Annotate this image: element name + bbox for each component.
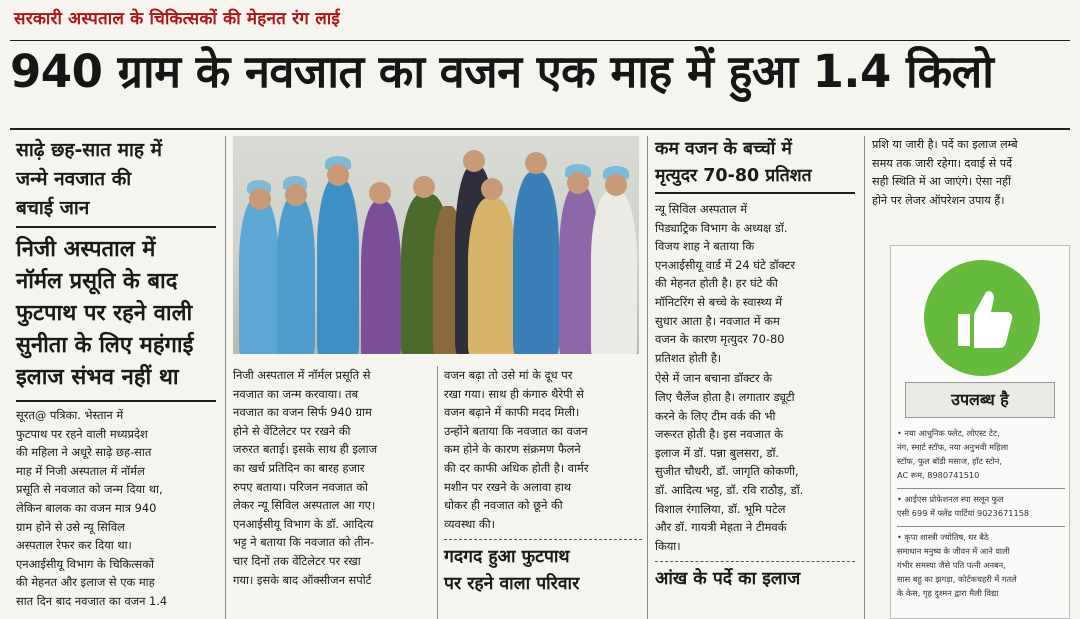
body-line: ऐसे में जान बचाना डॉक्टर के xyxy=(655,371,772,386)
body-line: एनआईसीयू विभाग के चिकित्सकों xyxy=(16,556,154,571)
ad-line: • कृपा शास्त्री ज्योतिष, घर बैठे xyxy=(897,532,989,542)
body-line: ग्राम होने से उसे न्यू सिविल xyxy=(16,519,125,534)
body-line: निजी अस्पताल में नॉर्मल प्रसूति से xyxy=(233,368,371,382)
photo-figure xyxy=(591,191,637,354)
photo-head xyxy=(369,182,391,204)
photo-figure xyxy=(361,201,401,354)
body-line: करने के लिए टीम वर्क की भी xyxy=(655,408,776,423)
body-line: रखा गया। साथ ही कंगारु थैरेपी से xyxy=(444,386,584,401)
dashed-rule xyxy=(655,561,855,562)
subheadline-family xyxy=(444,544,642,598)
body-line: पिड्याट्रिक विभाग के अध्यक्ष डॉ. xyxy=(655,220,788,235)
photo-head xyxy=(413,176,435,198)
body-line: विजय शाह ने बताया कि xyxy=(655,239,755,254)
body-line: धोकर ही नवजात को छूने की xyxy=(444,498,563,513)
body-line: और डॉ. गायत्री मेहता ने टीमवर्क xyxy=(655,520,787,535)
ad-line: गंभीर समस्या जैसे पति पत्नी अनबन, xyxy=(897,560,1006,570)
body-line: प्रतिशत होती है। xyxy=(655,350,722,365)
subheadline-2-line: फुटपाथ पर रहने वाली xyxy=(16,301,193,326)
body-line: एनआईसीयू विभाग के डॉ. आदित्य xyxy=(233,516,374,531)
body-line: कम होने के कारण संक्रमण फैलने xyxy=(444,442,581,457)
body-line: डॉ. आदित्य भट्ट, डॉ. रवि राठौड़, डॉ. xyxy=(655,482,804,497)
body-line: वजन के कारण मृत्युदर 70-80 xyxy=(655,332,785,347)
body-line: चार दिनों तक वेंटिलेटर पर रखा xyxy=(233,553,361,568)
ad-line: स्टॉफ, फुल बॉडी मसाज, हॉट स्टोन, xyxy=(897,456,1002,466)
photo-head xyxy=(463,150,485,172)
column-divider xyxy=(864,136,865,619)
ad-listing xyxy=(897,488,1065,520)
body-line: किया। xyxy=(655,538,681,553)
subheadline-line: पर रहने वाला परिवार xyxy=(444,574,580,595)
body-line: सुजीत चौधरी, डॉ. जागृति कोकणी, xyxy=(655,464,799,479)
body-line: की मेहनत होती है। हर घंटे की xyxy=(655,276,778,291)
column-1-rule xyxy=(16,400,216,402)
column-4-body-1 xyxy=(655,200,855,367)
column-2-body xyxy=(233,366,433,589)
column-4 xyxy=(655,136,855,593)
photo-figure xyxy=(513,172,559,354)
photo-head xyxy=(285,184,307,206)
body-line: रुपए बताया। परिजन नवजात को xyxy=(233,479,368,494)
ad-line: के केस, गृह दुश्मन द्वारा मैली विद्या xyxy=(897,588,999,598)
body-line: सही स्थिति में आ जाएंगे। ऐसा नहीं xyxy=(872,175,1011,189)
column-4-body-2 xyxy=(655,369,855,555)
body-line: की महिला ने अधूरे साढ़े छह-सात xyxy=(16,445,152,460)
photo-head xyxy=(327,164,349,186)
body-line: होने से वेंटिलेटर पर रखने की xyxy=(233,423,351,438)
subheadline-1-line: बचाई जान xyxy=(16,197,90,219)
body-line: न्यू सिविल अस्पताल में xyxy=(655,202,748,216)
body-line: विशाल रंगालिया, डॉ. भूमि पटेल xyxy=(655,501,786,516)
top-rule xyxy=(10,40,1070,41)
body-line: होने पर लेजर ऑपरेशन उपाय हैं। xyxy=(872,193,1005,207)
body-line: नवजात का वजन सिर्फ 940 ग्राम xyxy=(233,405,372,420)
body-line: वजन बढ़ा तो उसे मां के दूध पर xyxy=(444,368,573,382)
column-1-body xyxy=(16,406,216,611)
subheadline-2 xyxy=(16,234,216,394)
column-4-rule xyxy=(655,192,855,194)
ad-line: AC रूम, 8980741510 xyxy=(897,470,980,480)
column-3 xyxy=(444,366,642,598)
subheadline-line: गदगद हुआ फुटपाथ xyxy=(444,547,570,568)
column-1-rule xyxy=(16,226,216,228)
ad-banner: उपलब्ध है xyxy=(905,382,1055,418)
ad-line: एसी 699 में फ्लेंड पार्टियां 9023671158 xyxy=(897,508,1030,518)
column-3-body xyxy=(444,366,642,533)
photo-head xyxy=(567,172,589,194)
body-line: समय तक जारी रहेगा। दवाई से पर्दे xyxy=(872,156,1013,170)
column-5-body xyxy=(872,136,1068,210)
ad-listing xyxy=(897,426,1065,482)
photo-head xyxy=(481,178,503,200)
body-line: मशीन पर रखने के अलावा हाथ xyxy=(444,479,572,494)
body-line: मॉनिटरिंग से बच्चे के स्वास्थ्य में xyxy=(655,294,783,309)
subheadline-line: कम वजन के बच्चों में xyxy=(655,139,792,159)
kicker-line: सरकारी अस्पताल के चिकित्सकों की मेहनत रंग लाई xyxy=(14,9,340,29)
ad-line: नंग, स्मार्ट स्टॉफ, नया अनुभवी महिला xyxy=(897,442,1009,452)
body-line: इलाज में डॉ. पन्ना बुलसरा, डॉ. xyxy=(655,445,780,460)
ad-line: • आईएस प्रोफेशनल स्पा सलून फुल xyxy=(897,494,1004,504)
body-line: लिए चैलेंज होता है। लगातार ड्यूटी xyxy=(655,389,795,404)
body-line: लेकिन बालक का वजन मात्र 940 xyxy=(16,500,157,515)
photo-head xyxy=(249,188,271,210)
body-line: सुधार आता है। नवजात में कम xyxy=(655,313,780,328)
column-1 xyxy=(16,136,216,611)
body-line: का खर्च प्रतिदिन का बारह हजार xyxy=(233,460,365,475)
body-line: सूरत@ पत्रिका. भेस्तान में xyxy=(16,408,124,422)
body-line: प्रशि या जारी है। पर्दे का इलाज लम्बे xyxy=(872,138,1018,151)
photo-figure xyxy=(468,198,516,354)
subheadline-2-line: सुनीता के लिए महंगाई xyxy=(16,333,194,358)
thumbs-up-icon xyxy=(954,286,1014,350)
subheadline-2-line: नॉर्मल प्रसूति के बाद xyxy=(16,269,178,294)
classified-ad xyxy=(890,245,1070,619)
body-line: लेकर न्यू सिविल अस्पताल आ गए। xyxy=(233,498,376,513)
column-divider xyxy=(437,366,438,619)
photo-figure xyxy=(239,198,279,354)
photo-head xyxy=(605,174,627,196)
body-line: भट्ट ने बताया कि नवजात को तीन- xyxy=(233,535,374,550)
body-line: फुटपाथ पर रहने वाली मध्यप्रदेश xyxy=(16,426,148,441)
body-line: उन्होंने बताया कि नवजात का वजन xyxy=(444,423,588,438)
body-line: नवजात का जन्म करवाया। तब xyxy=(233,386,359,401)
subheadline-1-line: साढ़े छह-सात माह में xyxy=(16,139,162,161)
photo-figure xyxy=(317,178,359,354)
column-divider xyxy=(647,136,648,619)
body-line: सात दिन बाद नवजात का वजन 1.4 xyxy=(16,593,168,608)
subheadline-2-line: निजी अस्पताल में xyxy=(16,237,156,262)
body-line: वजन बढ़ाने में काफी मदद मिली। xyxy=(444,405,580,420)
body-line: माह में निजी अस्पताल में नॉर्मल xyxy=(16,463,145,478)
ad-line: समाधान मनुष्य के जीवन में आने वाली xyxy=(897,546,1010,556)
subheadline-1-line: जन्मे नवजात की xyxy=(16,168,132,190)
body-line: अस्पताल रेफर कर दिया था। xyxy=(16,538,132,553)
body-line: प्रसूति से नवजात को जन्म दिया था, xyxy=(16,482,163,497)
body-line: की दर काफी अधिक होती है। वार्मर xyxy=(444,460,589,475)
body-line: की मेहनत और इलाज से एक माह xyxy=(16,575,155,590)
headline: 940 ग्राम के नवजात का वजन एक माह में हुआ 1.4 किलो xyxy=(10,45,994,98)
ad-listing xyxy=(897,526,1065,600)
subheadline-line: मृत्युदर 70-80 प्रतिशत xyxy=(655,166,812,186)
subheadline-mortality xyxy=(655,136,855,190)
body-line: एनआईसीयू वार्ड में 24 घंटे डॉक्टर xyxy=(655,257,796,272)
dashed-rule xyxy=(444,539,642,540)
subheadline-eye-treatment: आंख के पर्दे का इलाज xyxy=(655,569,801,590)
body-line: जरुरत बताई। इसके साथ ही इलाज xyxy=(233,442,378,457)
ad-line: सास बहु का झगड़ा, कोर्टकचहरी में गतले xyxy=(897,574,1017,584)
body-line: व्यवस्था की। xyxy=(444,516,495,531)
subheadline-2-line: इलाज संभव नहीं था xyxy=(16,365,179,390)
headline-rule xyxy=(10,128,1070,130)
subheadline-1 xyxy=(16,136,216,223)
news-photo xyxy=(233,136,639,354)
photo-figure xyxy=(277,196,315,354)
ad-line: • नया आधुनिक फ्लेट, लोएस्ट टेट, xyxy=(897,428,1000,438)
column-divider xyxy=(225,136,226,619)
body-line: गया। इसके बाद ऑक्सीजन सपोर्ट xyxy=(233,572,372,587)
body-line: जरूरत होती है। इस नवजात के xyxy=(655,427,783,442)
photo-head xyxy=(525,152,547,174)
